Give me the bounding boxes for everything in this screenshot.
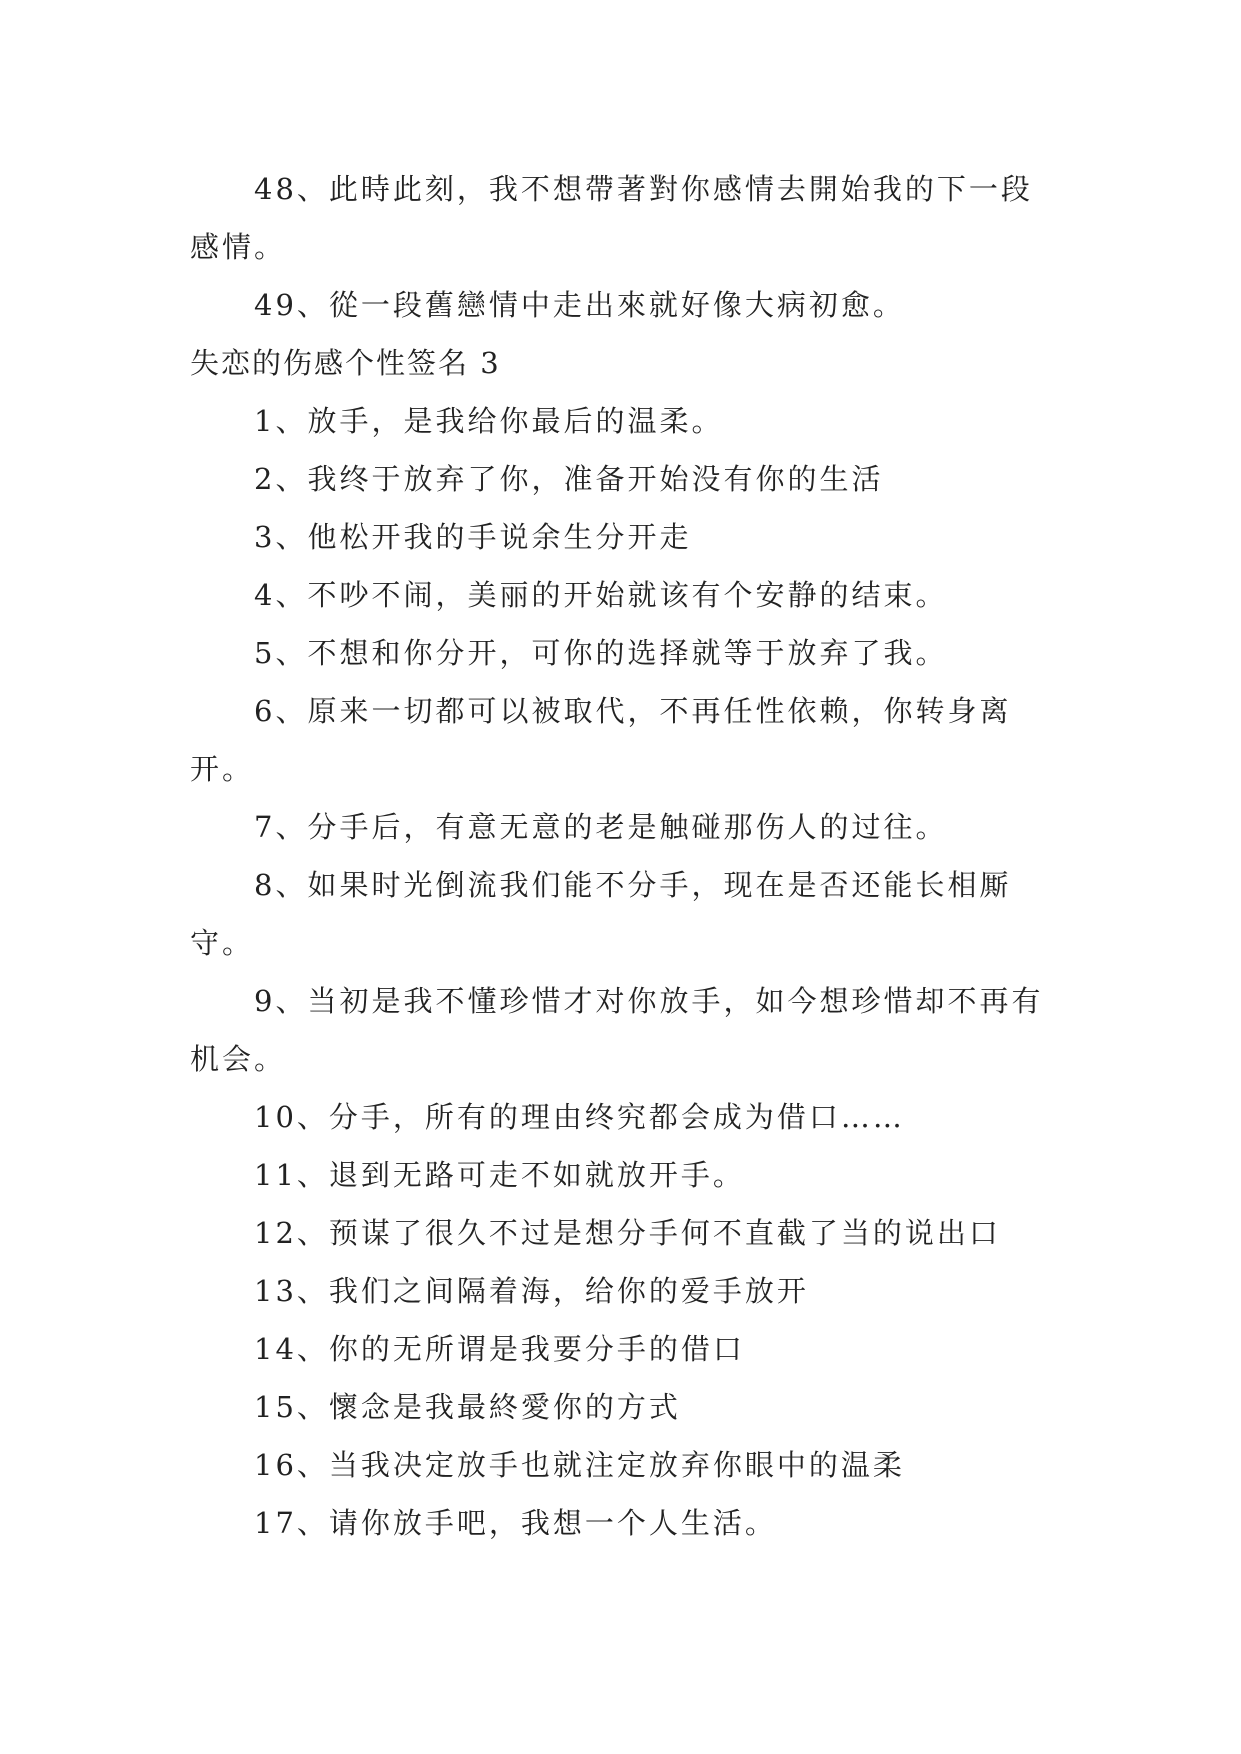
paragraph-11: 11、退到无路可走不如就放开手。	[254, 1158, 745, 1192]
paragraph-9: 9、当初是我不懂珍惜才对你放手，如今想珍惜却不再有机会。	[190, 984, 1044, 1076]
paragraph-2: 2、我终于放弃了你，准备开始没有你的生活	[254, 462, 884, 496]
paragraph-13: 13、我们之间隔着海，给你的爱手放开	[254, 1274, 809, 1308]
paragraph-8: 8、如果时光倒流我们能不分手，现在是否还能长相厮守。	[190, 868, 1012, 960]
paragraph-15: 15、懷念是我最終愛你的方式	[254, 1390, 681, 1424]
section-heading: 失恋的伤感个性签名 3	[190, 346, 501, 380]
paragraph-14: 14、你的无所谓是我要分手的借口	[254, 1332, 745, 1366]
paragraph-10: 10、分手，所有的理由终究都会成为借口……	[254, 1100, 905, 1134]
paragraph-16: 16、当我决定放手也就注定放弃你眼中的温柔	[254, 1448, 905, 1482]
paragraph-7: 7、分手后，有意无意的老是触碰那伤人的过往。	[254, 810, 948, 844]
paragraph-5: 5、不想和你分开，可你的选择就等于放弃了我。	[254, 636, 948, 670]
paragraph-6: 6、原来一切都可以被取代，不再任性依赖，你转身离开。	[190, 694, 1012, 786]
paragraph-49: 49、從一段舊戀情中走出來就好像大病初愈。	[254, 288, 905, 322]
paragraph-1: 1、放手，是我给你最后的温柔。	[254, 404, 724, 438]
paragraph-3: 3、他松开我的手说余生分开走	[254, 520, 692, 554]
paragraph-12: 12、预谋了很久不过是想分手何不直截了当的说出口	[254, 1216, 1001, 1250]
paragraph-17: 17、请你放手吧，我想一个人生活。	[254, 1506, 777, 1540]
paragraph-4: 4、不吵不闹，美丽的开始就该有个安静的结束。	[254, 578, 948, 612]
document-body	[190, 160, 1050, 1552]
paragraph-48: 48、此時此刻，我不想帶著對你感情去開始我的下一段感情。	[190, 172, 1033, 264]
